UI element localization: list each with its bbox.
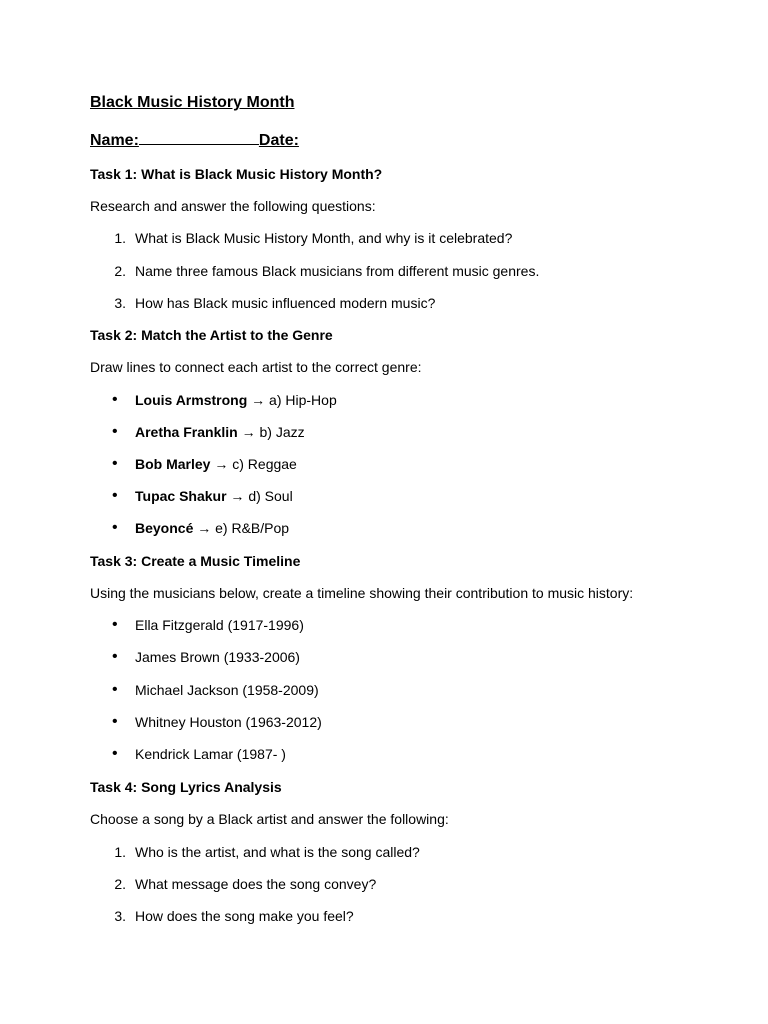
musician-text: Kendrick Lamar (1987- ) [135, 746, 286, 762]
musician-text: James Brown (1933-2006) [135, 649, 300, 665]
bullet-icon: • [112, 745, 118, 762]
genre-option: → b) Jazz [237, 424, 305, 440]
artist-name: Aretha Franklin [135, 424, 238, 440]
task2-intro: Draw lines to connect each artist to the correct genre: [90, 359, 422, 375]
artist-genre-text [135, 518, 289, 538]
task1-heading: Task 1: What is Black Music History Month? [90, 166, 383, 182]
genre-option: → a) Hip-Hop [247, 392, 337, 408]
bullet-icon: • [112, 423, 118, 440]
worksheet-page [90, 0, 740, 1024]
bullet-icon: • [112, 713, 118, 730]
question-text: How has Black music influenced modern music? [135, 295, 436, 311]
task3-heading: Task 3: Create a Music Timeline [90, 553, 301, 569]
task1-intro: Research and answer the following questions: [90, 198, 376, 214]
task2-heading: Task 2: Match the Artist to the Genre [90, 327, 333, 343]
question-number: 1. [114, 844, 126, 860]
question-text: How does the song make you feel? [135, 908, 354, 924]
task3-intro: Using the musicians below, create a timeline showing their contribution to music history: [90, 585, 634, 601]
genre-option: → e) R&B/Pop [193, 520, 290, 536]
question-text: Who is the artist, and what is the song called? [135, 844, 420, 860]
name-label: Name: [90, 132, 139, 149]
musician-text: Ella Fitzgerald (1917-1996) [135, 617, 304, 633]
bullet-icon: • [112, 487, 118, 504]
document-title: Black Music History Month [90, 94, 295, 111]
question-number: 2. [114, 876, 126, 892]
genre-option: → d) Soul [226, 488, 293, 504]
bullet-icon: • [112, 648, 118, 665]
genre-option: → c) Reggae [210, 456, 297, 472]
name-blank [139, 129, 259, 145]
bullet-icon: • [112, 681, 118, 698]
task4-intro: Choose a song by a Black artist and answer the following: [90, 811, 449, 827]
date-label: Date: [258, 132, 299, 149]
artist-genre-text [135, 486, 293, 506]
question-number: 2. [114, 263, 126, 279]
question-text: What message does the song convey? [135, 876, 377, 892]
bullet-icon: • [112, 455, 118, 472]
artist-name: Beyoncé [135, 520, 194, 536]
artist-name: Bob Marley [135, 456, 211, 472]
artist-name: Tupac Shakur [135, 488, 227, 504]
question-number: 3. [114, 295, 126, 311]
question-text: Name three famous Black musicians from different music genres. [135, 263, 540, 279]
artist-name: Louis Armstrong [135, 392, 248, 408]
musician-text: Michael Jackson (1958-2009) [135, 682, 319, 698]
name-date-line [90, 129, 299, 152]
question-text: What is Black Music History Month, and why is it celebrated? [135, 230, 513, 246]
bullet-icon: • [112, 616, 118, 633]
question-number: 3. [114, 908, 126, 924]
question-number: 1. [114, 230, 126, 246]
task4-heading: Task 4: Song Lyrics Analysis [90, 779, 282, 795]
artist-genre-text [135, 390, 337, 410]
musician-text: Whitney Houston (1963-2012) [135, 714, 322, 730]
artist-genre-text [135, 454, 297, 474]
bullet-icon: • [112, 519, 118, 536]
artist-genre-text [135, 422, 305, 442]
bullet-icon: • [112, 391, 118, 408]
